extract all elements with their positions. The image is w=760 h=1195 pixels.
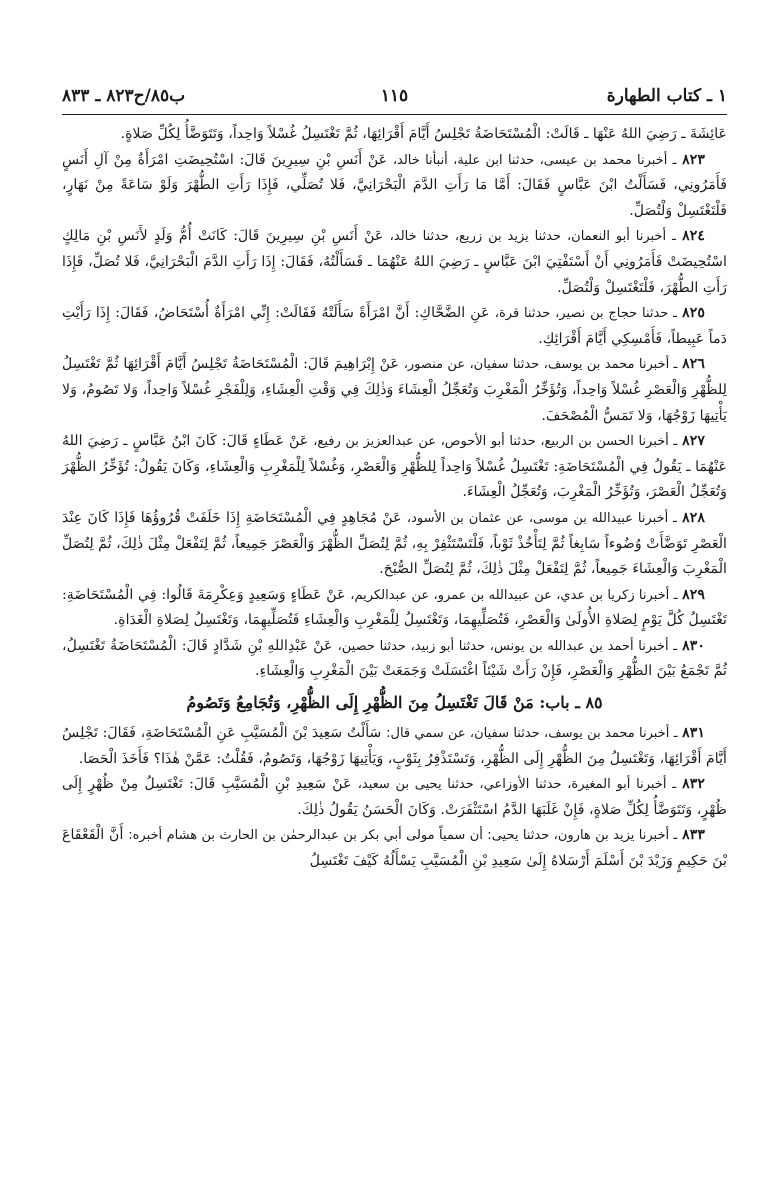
hadith-isnad: ـ أخبرنا أحمد بن عبدالله بن يونس، حدثنا أبو زبيد، حدثنا حصين، (337, 638, 678, 654)
hadith-paragraph (62, 429, 727, 506)
section-range: ب٨٥/ح٨٢٣ ـ ٨٣٣ (62, 86, 186, 106)
hadith-isnad: ـ أخبرنا محمد بن يوسف، حدثنا سفيان، عن سمي قال: (386, 726, 678, 742)
hadith-isnad: ـ أخبرنا محمد بن يوسف، حدثنا سفيان، عن منصور، (403, 357, 678, 373)
hadith-matn: عَنْ أَنَسِ بْنِ سِيرِينَ قَالَ: كَانَتْ أُمُّ وَلَدٍ لأَنَسِ بْنِ مَالِكٍ اسْتُحِيضَتْ فَأَمَرُونِي أَنْ أَسْتَفْتِيَ ابْنَ عَبَّاسٍ ـ رَضِيَ اللهُ عَنْهُمَا ـ فَسَأَلْتُهُ، فَقَالَ: إِذَا رَأَتِ الدَّمَ الْبَحْرَانِيَّ، فَلا تُصَلِّ، فَإِذَا رَأَتِ الطُّهْرَ، فَلْتَغْتَسِلْ وَلْتُصَلِّ. (62, 228, 727, 296)
hadith-number: ٨٢٦ (682, 356, 706, 373)
hadith-number: ٨٢٨ (682, 509, 705, 526)
hadith-matn: عَنْ سَعِيدِ بْنِ الْمُسَيَّبِ قَالَ: تَغْتَسِلُ مِنْ ظُهْرٍ إِلَى ظُهْرٍ، وَتَتَوَضَّأُ لِكُلِّ صَلاةٍ، فَإِنْ غَلَبَهَا الدَّمُ اسْتَثْفَرَتْ. وَكَانَ الْحَسَنُ يَقُولُ ذٰلِكَ. (62, 776, 727, 818)
hadith-isnad: ـ أخبرنا محمد بن عيسى، حدثنا ابن علية، أنبأنا خالد، (392, 152, 677, 168)
page-header (62, 82, 727, 115)
hadith-number: ٨٢٧ (682, 433, 706, 450)
book-page (62, 82, 727, 1162)
hadith-matn: عَنْ مُجَاهِدٍ فِي الْمُسْتَحَاضَةِ إِذَا خَلَفَتْ قُرُوؤُهَا فَإِذَا كَانَ عِنْدَ الْعَصْرِ تَوَضَّأَتْ وُضُوءاً سَابِغاً ثُمَّ لِتَأْخُذْ ثَوْباً، فَلْتَسْتَثْفِرْ بِهِ، ثُمَّ لِتُصَلِّ الظُّهْرَ وَالْعَصْرَ جَمِيعاً، ثُمَّ لِتَفْعَلْ مِثْلَ ذٰلِكَ، ثُمَّ لِتُصَلِّ الْمَغْرِبَ وَالْعِشَاءَ جَمِيعاً، ثُمَّ لِتَفْعَلْ مِثْلَ ذٰلِكَ، ثُمَّ لِتُصَلِّ الصُّبْحَ. (62, 509, 727, 578)
continued-text: عَائِشَةَ ـ رَضِيَ اللهُ عَنْهَا ـ قَالَتْ: الْمُسْتَحَاضَةُ تَجْلِسُ أَيَّامَ أَقْرَائِهَا، ثُمَّ تَغْتَسِلُ غُسْلاً وَاحِداً، وَتَتَوَضَّأُ لِكُلِّ صَلاةٍ. (120, 126, 727, 142)
hadith-number: ٨٢٣ (682, 151, 705, 168)
hadith-number: ٨٣٠ (682, 637, 706, 654)
hadith-number: ٨٣٢ (682, 776, 705, 793)
hadith-isnad: ـ أخبرنا أبو المغيرة، حدثنا الأوزاعي، حدثنا يحيى بن سعيد، (357, 777, 676, 793)
hadith-matn: عَنْ عَطَاءٍ قَالَ: كَانَ ابْنُ عَبَّاسٍ ـ رَضِيَ اللهُ عَنْهُمَا ـ يَقُولُ فِي الْمُسْتَحَاضَةِ: تَغْتَسِلُ غُسْلاً وَاحِداً لِلظُّهْرِ وَالْعَصْرِ، وَغُسْلاً لِلْمَغْرِبِ وَالْعِشَاءِ، وَكَانَ يَقُولُ: تُؤَخِّرُ الظُّهْرَ وَتُعَجِّلُ الْعَصْرَ، وَتُؤَخِّرُ الْمَغْرِبَ، وَتُعَجِّلُ الْعِشَاءَ. (62, 433, 727, 501)
hadith-isnad: ـ أخبرنا عبيدالله بن موسى، عن عثمان بن الأسود، (406, 510, 677, 526)
hadith-paragraph (62, 301, 727, 352)
hadith-number: ٨٣١ (682, 725, 705, 742)
hadith-paragraph (62, 634, 727, 685)
hadith-paragraph (62, 823, 727, 874)
hadith-number: ٨٢٩ (682, 586, 706, 603)
hadith-number: ٨٣٣ (682, 827, 706, 844)
hadith-matn: عَنْ عَبْدِاللهِ بْنِ شَدَّادٍ قَالَ: الْمُسْتَحَاضَةُ تَغْتَسِلُ، ثُمَّ تَجْمَعُ بَيْنَ الظُّهْرِ وَالْعَصْرِ، فَإِنْ رَأَتْ شَيْئاً اغْتَسَلَتْ وَجَمَعَتْ بَيْنَ الْمَغْرِبِ وَالْعِشَاءِ. (62, 637, 727, 680)
hadith-paragraph (62, 352, 727, 429)
page-number: ١١٥ (380, 86, 409, 106)
hadith-matn: عَنْ عَطَاءٍ وَسَعِيدٍ وَعِكْرِمَةَ قَالُوا: فِي الْمُسْتَحَاضَةِ: تَغْتَسِلُ كُلَّ يَوْمٍ لِصَلاةِ الأُولَىٰ وَالْعَصْرِ، فَتُصَلِّيهِمَا، وَتَغْتَسِلُ لِلْمَغْرِبِ وَالْعِشَاءِ فَتُصَلِّيهِمَا، وَتَغْتَسِلُ لِصَلاةِ الْغَدَاةِ. (62, 586, 727, 629)
hadith-number: ٨٢٥ (682, 305, 706, 322)
hadith-number: ٨٢٤ (682, 228, 705, 245)
hadith-list (62, 148, 727, 685)
hadith-isnad: ـ حدثنا حجاج بن نصير، حدثنا قرة، (494, 306, 677, 322)
hadith-paragraph (62, 583, 727, 634)
hadith-paragraph (62, 721, 727, 772)
chapter-heading: ٨٥ ـ باب: مَنْ قَالَ تَغْتَسِلُ مِنَ الظُّهْرِ إِلَى الظُّهْرِ، وَتُجَامِعُ وَتَصُومُ (186, 693, 603, 713)
hadith-isnad: ـ أخبرنا زكريا بن عدي، عن عبيدالله بن عمرو، عن عبدالكريم، (350, 587, 678, 603)
hadith-isnad: ـ أخبرنا يزيد بن هارون، حدثنا يحيى: أن سمياً مولى أبي بكر بن عبدالرحمٰن بن الحارث بن هشام أخبره: (128, 828, 678, 844)
hadith-matn: سَأَلْتُ سَعِيدَ بْنَ الْمُسَيَّبِ عَنِ الْمُسْتَحَاضَةِ، فَقَالَ: تَجْلِسُ أَيَّامَ أَقْرَائِهَا، وَتَغْتَسِلُ مِنَ الظُّهْرِ إِلَى الظُّهْرِ، وَتَسْتَذْفِرُ بِثَوْبٍ، وَيَأْتِيهَا زَوْجُهَا، وَتَصُومُ، فَقُلْتُ: عَمَّنْ هٰذَا؟ فَأَخَذَ الْحَصَا. (62, 725, 727, 767)
hadith-paragraph (62, 148, 727, 225)
hadith-isnad: ـ أخبرنا أبو النعمان، حدثنا يزيد بن زريع، حدثنا خالد، (389, 229, 676, 245)
hadith-paragraph (62, 506, 727, 583)
hadith-isnad: ـ أخبرنا الحسن بن الربيع، حدثنا أبو الأحوص، عن عبدالعزيز بن رفيع، (313, 434, 678, 450)
page-body (62, 115, 727, 875)
hadith-matn: عَنْ أَنَسِ بْنِ سِيرِينَ قَالَ: اسْتُحِيضَتِ امْرَأَةٌ مِنْ آلِ أَنَسٍ فَأَمَرُونِي، فَسَأَلْتُ ابْنَ عَبَّاسٍ فَقَالَ: أَمَّا مَا رَأَتِ الدَّمَ الْبَحْرَانِيَّ، فَلا تُصَلِّي، فَإِذَا رَأَتِ الطُّهْرَ وَلَوْ سَاعَةً مِنْ نَهَارٍ، فَلْتَغْتَسِلْ وَلْتُصَلِّ. (62, 151, 727, 219)
hadith-list-2 (62, 721, 727, 875)
hadith-paragraph (62, 224, 727, 301)
hadith-matn: عَنْ إِبْرَاهِيمَ قَالَ: الْمُسْتَحَاضَةُ تَجْلِسُ أَيَّامَ أَقْرَائِهَا ثُمَّ تَغْتَسِلُ لِلظُّهْرِ وَالْعَصْرِ غُسْلاً وَاحِداً، وَتُؤَخِّرُ الْمَغْرِبَ وَتُعَجِّلُ الْعِشَاءَ وَذٰلِكَ فِي وَقْتِ الْعِشَاءِ، وَلِلْفَجْرِ غُسْلاً وَاحِداً، وَلا تَصُومُ، وَلا يَأْتِيهَا زَوْجُهَا، وَلا تَمَسُّ الْمُصْحَفَ. (62, 356, 727, 424)
chapter-running-title: ١ ـ كتاب الطهارة (606, 86, 727, 106)
hadith-paragraph (62, 772, 727, 823)
hadith-matn: عَنِ الضَّحَّاكِ: أَنَّ امْرَأَةً سَأَلَتْهُ فَقَالَتْ: إِنِّي امْرَأَةٌ أُسْتَحَاضُ، فَقَالَ: إِذَا رَأَيْتِ دَماً عَبِيطاً، فَأَمْسِكِي أَيَّامَ أَقْرَائِكِ. (62, 305, 727, 347)
hadith-matn: أَنَّ الْقَعْقَاعَ بْنَ حَكِيمٍ وَزَيْدَ بْنَ أَسْلَمَ أَرْسَلاهُ إِلَىٰ سَعِيدِ بْنِ الْمُسَيَّبِ يَسْأَلُهُ كَيْفَ تَغْتَسِلُ (62, 827, 727, 870)
